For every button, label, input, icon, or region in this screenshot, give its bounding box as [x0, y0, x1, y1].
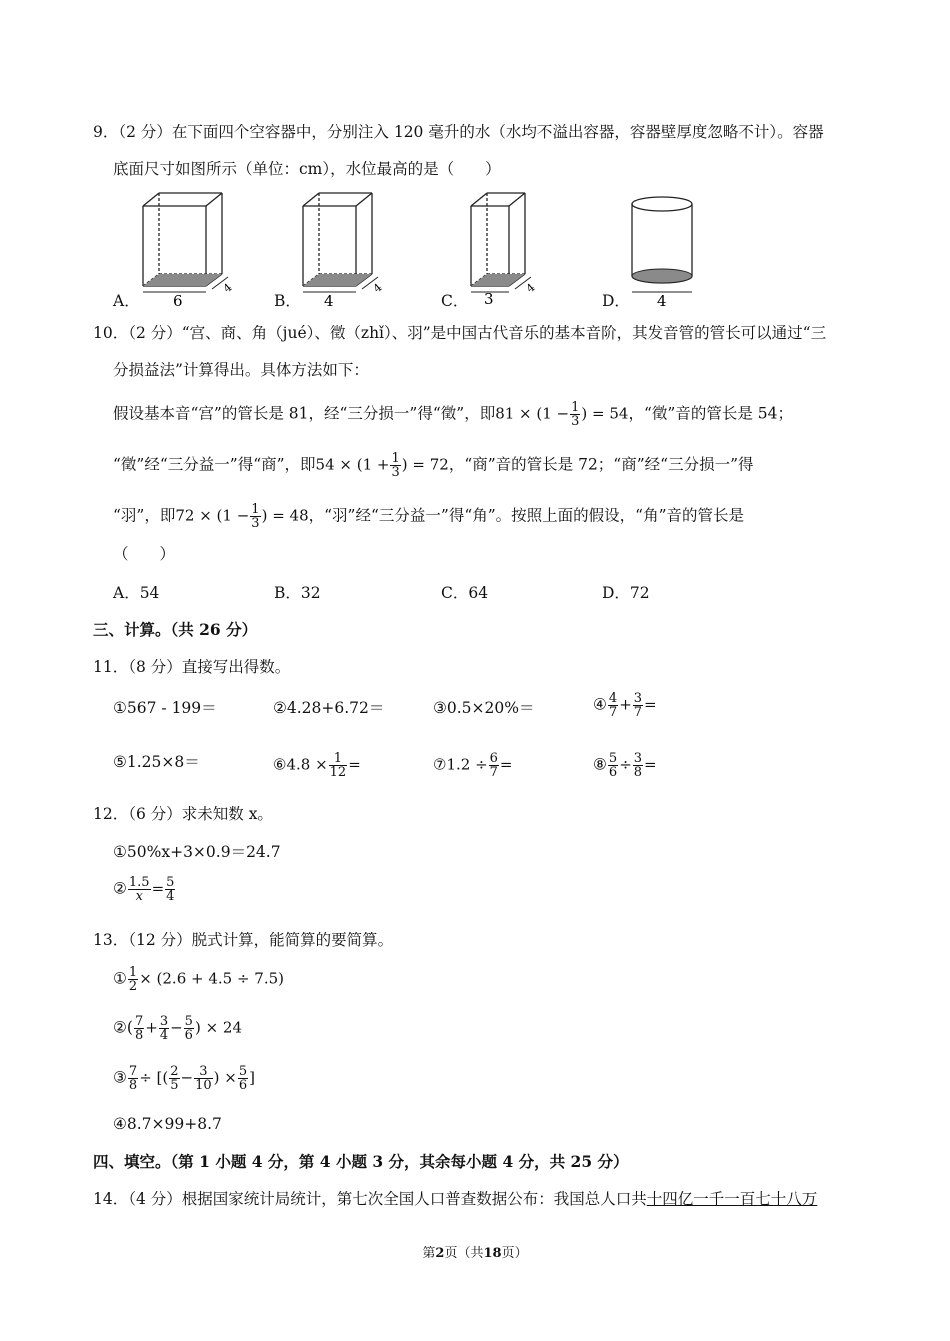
- dim-d: 4: [657, 292, 667, 310]
- q13-item-2: ②( $\frac{7}{8}$ + $\frac{3}{4}$ − $\frac{5}{6}$ ) × 24: [113, 1014, 242, 1043]
- q11-item-7: ⑦1.2 ÷ $\frac{6}{7}$ =: [433, 751, 513, 780]
- section-4-heading: 四、填空。（第 1 小题 4 分，第 4 小题 3 分，其余每小题 4 分，共 25 分）: [93, 1152, 629, 1171]
- q10-line1: 10．（2 分）“宫、商、角（jué）、徵（zhǐ）、羽”是中国古代音乐的基本音阶，其发音管的管长可以通过“三: [93, 324, 827, 342]
- q12-title: 12．（6 分）求未知数 x。: [93, 805, 273, 823]
- side-b: 4: [370, 280, 385, 296]
- q11-item-8: ⑧ $\frac{5}{6}$ ÷ $\frac{3}{8}$ =: [593, 751, 657, 780]
- page-footer: 第2页（共18页）: [422, 1246, 528, 1261]
- q11-item-3: ③0.5×20%＝: [433, 699, 535, 717]
- option-a-label: A．: [113, 292, 140, 310]
- q10-option-a: A．54: [113, 584, 160, 602]
- q12-item-2: ② $\frac{1.5}{x}$ = $\frac{5}{4}$: [113, 875, 175, 904]
- q11-item-4: ④ $\frac{4}{7}$ + $\frac{3}{7}$ =: [593, 691, 657, 720]
- q9-line2: 底面尺寸如图所示（单位：cm），水位最高的是（ ）: [113, 160, 501, 178]
- base-b: [303, 274, 372, 286]
- q13-item-3: ③ $\frac{7}{8}$ ÷ [( $\frac{2}{5}$ − $\frac{3}{10}$ ) × $\frac{5}{6}$ ]: [113, 1064, 255, 1093]
- q10-line5: “羽”，即72 × (1 − $\frac{1}{3}$ ) = 48，“羽”经“三分益一”得“角”。按照上面的假设，“角”音的管长是: [113, 502, 745, 531]
- q10-line2: 分损益法”计算得出。具体方法如下：: [113, 361, 369, 379]
- q13-item-1: ① $\frac{1}{2}$ × (2.6 + 4.5 ÷ 7.5): [113, 965, 285, 994]
- side-a: 4: [220, 280, 235, 296]
- container-c-figure: [471, 193, 525, 286]
- base-a: [143, 274, 222, 286]
- q13-title: 13．（12 分）脱式计算，能简算的要简算。: [93, 931, 394, 949]
- q10-line3: 假设基本音“宫”的管长是 81，经“三分损一”得“徵”，即81 × (1 − $\frac{1}{3}$ ) = 54，“徵”音的管长是 54；: [113, 400, 793, 429]
- base-c: [471, 274, 525, 286]
- container-a-figure: [143, 193, 222, 286]
- section-3-heading: 三、计算。（共 26 分）: [93, 620, 258, 639]
- q10-option-c: C．64: [441, 584, 489, 602]
- q13-item-4: ④8.7×99+8.7: [113, 1115, 222, 1133]
- dim-b: 4: [324, 292, 334, 310]
- dim-c: 3: [484, 290, 494, 308]
- q11-title: 11．（8 分）直接写出得数。: [93, 658, 291, 676]
- container-b-figure: [303, 193, 372, 286]
- side-c: 4: [523, 280, 538, 296]
- q11-item-1: ①567 - 199＝: [113, 699, 217, 717]
- q10-option-d: D．72: [602, 584, 650, 602]
- option-b-label: B．: [274, 292, 301, 310]
- base-d: [632, 269, 692, 283]
- q11-item-5: ⑤1.25×8＝: [113, 753, 200, 771]
- dim-a: 6: [173, 292, 183, 310]
- option-c-label: C．: [441, 292, 469, 310]
- q10-option-b: B．32: [274, 584, 321, 602]
- q14-text: 14．（4 分）根据国家统计局统计，第七次全国人口普查数据公布：我国总人口共十四亿一千一百七十八万: [93, 1190, 818, 1208]
- q10-line4: “徵”经“三分益一”得“商”，即54 × (1 + $\frac{1}{3}$ ) = 72，“商”音的管长是 72；“商”经“三分损一”得: [113, 451, 754, 480]
- option-d-label: D．: [602, 292, 630, 310]
- q9-line1: 9．（2 分）在下面四个空容器中，分别注入 120 毫升的水（水均不溢出容器，容器壁厚度忽略不计）。容器: [93, 123, 824, 141]
- q12-item-1: ①50%x+3×0.9＝24.7: [113, 843, 281, 861]
- q11-item-6: ⑥4.8 × $\frac{1}{12}$ =: [273, 751, 361, 780]
- q11-item-2: ②4.28+6.72＝: [273, 699, 385, 717]
- q10-answer-blank: （ ）: [113, 545, 176, 563]
